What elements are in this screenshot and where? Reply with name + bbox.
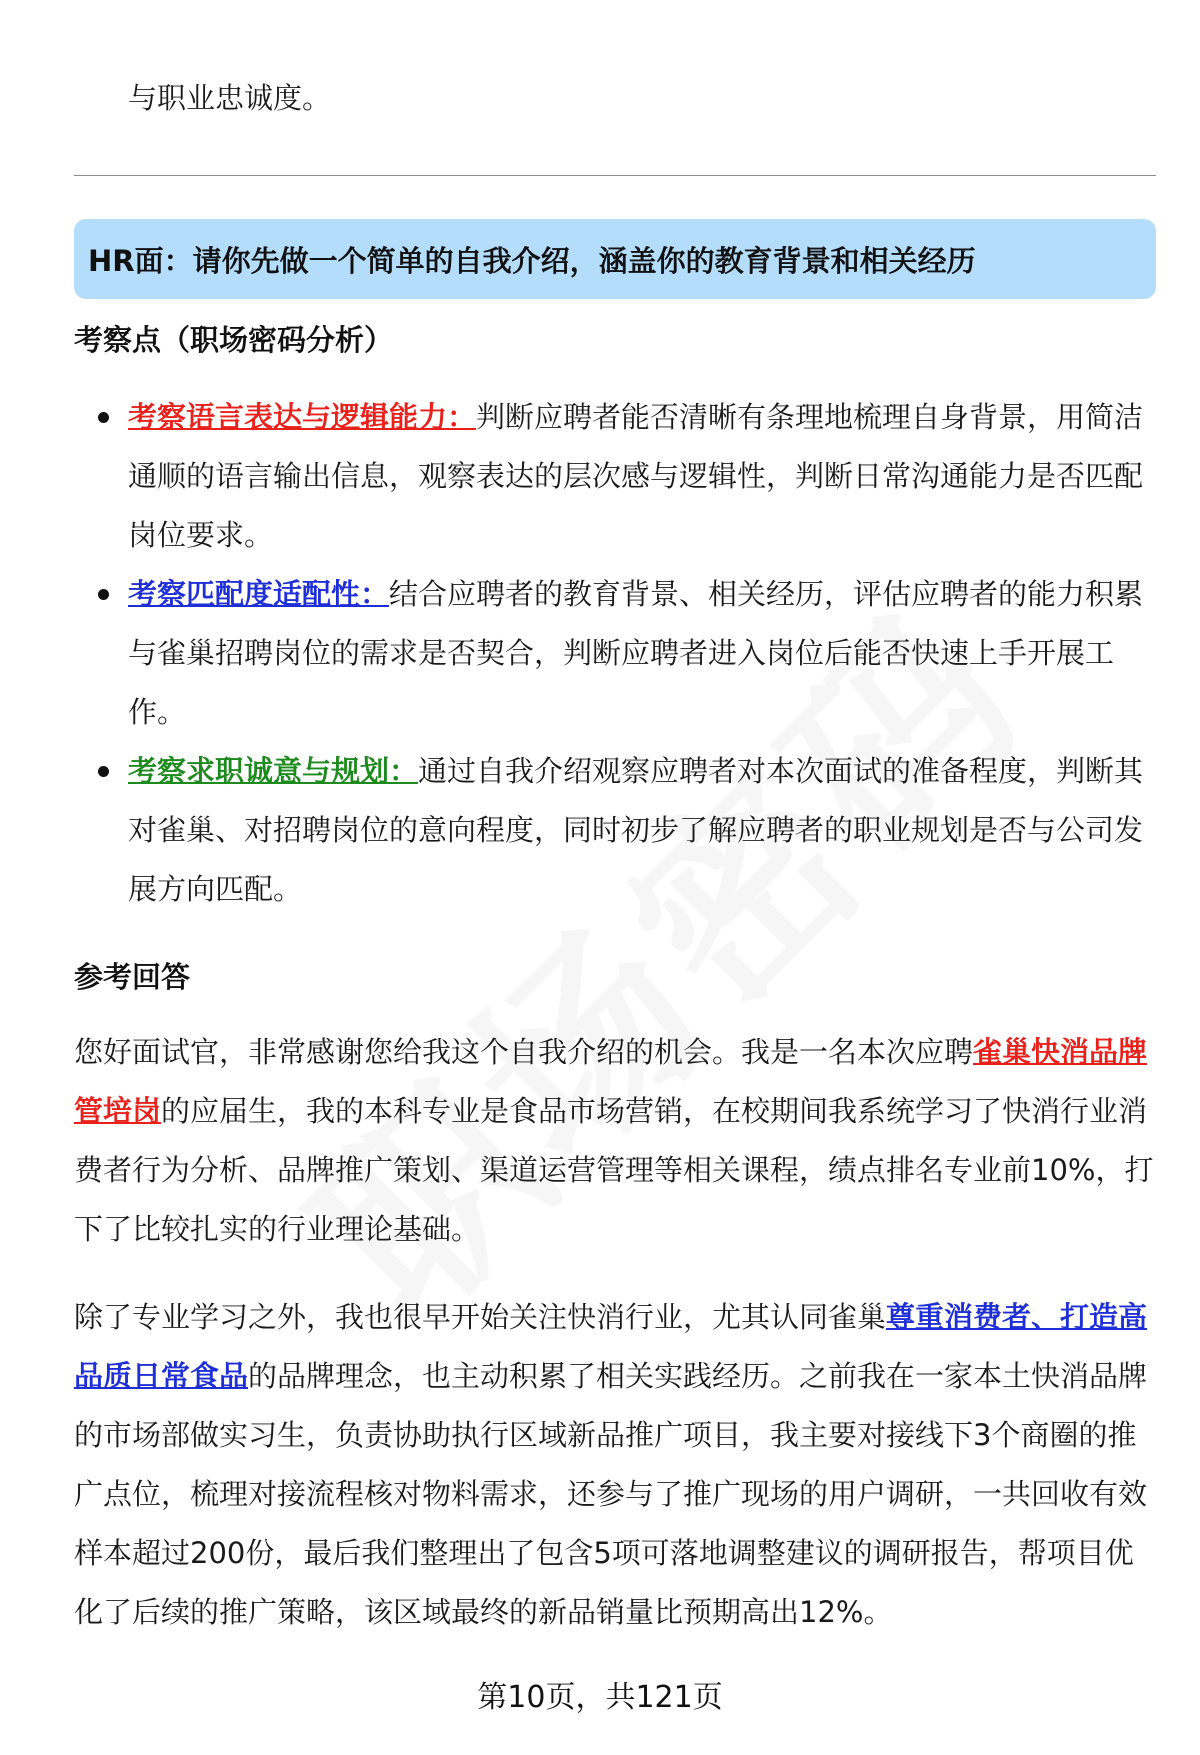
divider bbox=[74, 175, 1156, 176]
item-text: 结合应聘者的教育背景、相关经历，评估应聘者的能力积累与雀巢招聘岗位的需求是否契合，判断应聘者进入岗位后能否快速上手开展工作。 bbox=[128, 577, 1144, 729]
list-item bbox=[128, 742, 1158, 919]
analysis-list bbox=[128, 388, 1158, 919]
list-item bbox=[128, 565, 1158, 742]
highlight-philosophy: 尊重消费者、打造高品质日常食品 bbox=[74, 1300, 1148, 1393]
keyword: 考察求职诚意与规划： bbox=[128, 754, 419, 788]
answer-heading: 参考回答 bbox=[74, 960, 191, 994]
keyword: 考察匹配度适配性： bbox=[128, 577, 390, 611]
analysis-heading: 考察点（职场密码分析） bbox=[74, 323, 394, 357]
answer-paragraph-2: 除了专业学习之外，我也很早开始关注快消行业，尤其认同雀巢尊重消费者、打造高品质日常食品的品牌理念，也主动积累了相关实践经历。之前我在一家本土快消品牌的市场部做实习生，负责协助执行区域新品推广项目，我主要对接线下3个商圈的推广点位，梳理对接流程核对物料需求，还参与了推广现场的用户调研，一共回收有效样本超过200份，最后我们整理出了包含5项可落地调整建议的调研报告，帮项目优化了后续的推广策略，该区域最终的新品销量比预期高出12%。 bbox=[74, 1300, 1148, 1629]
question-title: HR面：请你先做一个简单的自我介绍，涵盖你的教育背景和相关经历 bbox=[88, 243, 976, 278]
question-banner bbox=[74, 219, 1156, 299]
highlight-position: 雀巢快消品牌管培岗 bbox=[74, 1035, 1148, 1128]
continued-text: 与职业忠诚度。 bbox=[128, 81, 332, 115]
item-text: 通过自我介绍观察应聘者对本次面试的准备程度，判断其对雀巢、对招聘岗位的意向程度，同时初步了解应聘者的职业规划是否与公司发展方向匹配。 bbox=[128, 754, 1144, 906]
bullet-dot-icon bbox=[98, 412, 109, 423]
item-text: 判断应聘者能否清晰有条理地梳理自身背景，用简洁通顺的语言输出信息，观察表达的层次感与逻辑性，判断日常沟通能力是否匹配岗位要求。 bbox=[128, 400, 1144, 552]
bullet-dot-icon bbox=[98, 766, 109, 777]
bullet-dot-icon bbox=[98, 589, 109, 600]
page-number: 第10页，共121页 bbox=[477, 1680, 723, 1715]
list-item bbox=[128, 388, 1158, 565]
answer-paragraph-1: 您好面试官，非常感谢您给我这个自我介绍的机会。我是一名本次应聘雀巢快消品牌管培岗的应届生，我的本科专业是食品市场营销，在校期间我系统学习了快消行业消费者行为分析、品牌推广策划、渠道运营管理等相关课程，绩点排名专业前10%，打下了比较扎实的行业理论基础。 bbox=[74, 1035, 1154, 1246]
keyword: 考察语言表达与逻辑能力： bbox=[128, 400, 477, 434]
